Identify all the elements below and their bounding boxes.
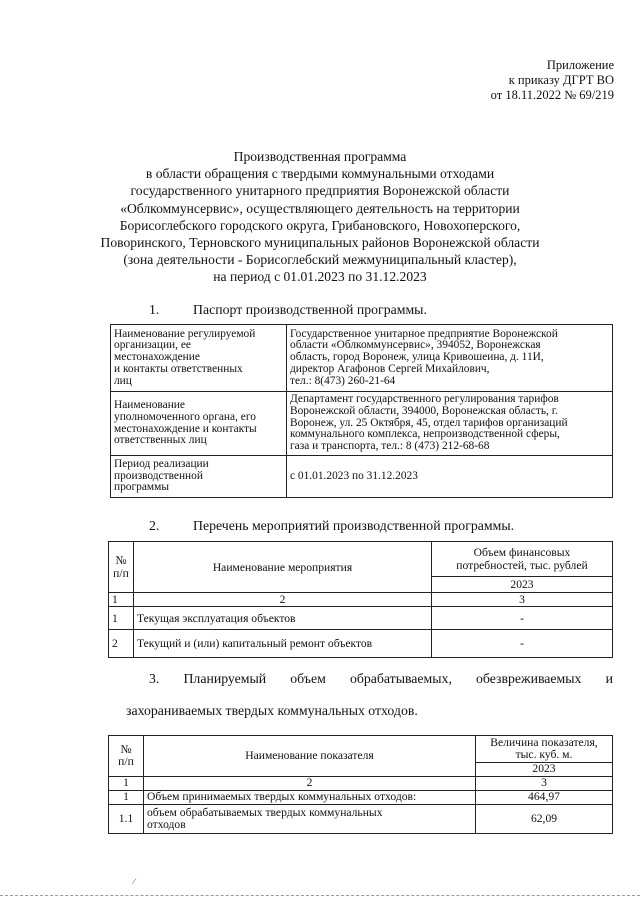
table-cell-value [287, 392, 613, 456]
heading-word: обезвреживаемых [476, 671, 582, 686]
header-cell-value [432, 542, 613, 577]
title-line: Производственная программа [233, 149, 407, 164]
cell-line: программы [114, 481, 169, 494]
index-cell: 2 [144, 777, 476, 791]
appendix-line: Приложение [546, 58, 614, 72]
section-number: 3. [149, 671, 160, 686]
passport-table [110, 324, 613, 498]
table-row [111, 456, 613, 498]
header-cell-name: Наименование показателя [144, 736, 476, 777]
section-2-heading [149, 518, 514, 534]
waste-volume-table [108, 735, 613, 834]
header-cell-value [476, 736, 613, 763]
row-number: 1 [109, 791, 144, 805]
table-index-row [109, 777, 613, 791]
cell-line: организации, ее [114, 339, 191, 352]
table-row [111, 325, 613, 392]
document-title [0, 148, 640, 286]
cell-line: Государственное унитарное предприятие Воронежской [290, 327, 558, 340]
section-number: 1. [149, 302, 160, 317]
row-value: - [432, 630, 613, 658]
row-name: Текущий и (или) капитальный ремонт объектов [134, 630, 432, 658]
table-row [109, 791, 613, 805]
cell-line: п/п [118, 755, 134, 768]
title-line: «Облкоммунсервис», осуществляющего деятельность на территории [120, 200, 520, 216]
cell-line: уполномоченного органа, его [114, 410, 256, 423]
appendix-line: от 18.11.2022 № 69/219 [490, 88, 614, 102]
table-header-row [109, 542, 613, 577]
table-index-row [109, 593, 613, 607]
appendix-block [491, 58, 614, 103]
cell-line: Наименование регулируемой [114, 327, 256, 340]
title-line: государственного унитарного предприятия Воронежской области [130, 183, 510, 199]
cell-line: Величина показателя, [490, 735, 598, 749]
row-name: Текущая эксплуатация объектов [134, 607, 432, 630]
section-3-heading-continued: захораниваемых твердых коммунальных отходов. [126, 703, 418, 718]
cell-line: область, город Воронеж, улица Кривошеина, д. 11И, [290, 351, 544, 364]
cell-line: Воронеж, ул. 25 Октября, 45, отдел тарифов организаций [290, 416, 568, 429]
title-line: Поворинского, Терновского муниципальных районов Воронежской области [100, 235, 540, 251]
cell-line: производственной [114, 469, 203, 482]
row-value: 464,97 [476, 791, 613, 805]
table-row [111, 392, 613, 456]
row-number: 1 [109, 607, 134, 630]
cell-line: отходов [147, 818, 186, 831]
cell-line: № [120, 742, 132, 756]
row-name [144, 805, 476, 834]
title-line: Борисоглебского городского округа, Грибановского, Новохоперского, [119, 217, 521, 233]
index-cell: 2 [134, 593, 432, 607]
cell-line: директор Агафонов Сергей Михайлович, [290, 362, 490, 375]
cell-line: газа и транспорта, тел.: 8 (473) 212-68-68 [290, 440, 490, 453]
table-row [109, 607, 613, 630]
measures-table [108, 541, 613, 658]
cell-line: тел.: 8(473) 260-21-64 [290, 374, 396, 387]
section-3-heading [149, 671, 613, 687]
scan-mark: / [131, 875, 138, 887]
header-cell-year: 2023 [432, 577, 613, 593]
header-cell-year: 2023 [476, 763, 613, 777]
table-row [109, 805, 613, 834]
cell-line: потребностей, тыс. рублей [456, 559, 588, 572]
index-cell: 1 [109, 777, 144, 791]
row-value: 62,09 [476, 805, 613, 834]
heading-word: объем [290, 671, 326, 686]
row-number: 2 [109, 630, 134, 658]
row-number: 1.1 [109, 805, 144, 834]
cell-line: № [115, 554, 127, 567]
index-cell: 3 [432, 593, 613, 607]
table-cell-value [287, 456, 613, 498]
index-cell: 1 [109, 593, 134, 607]
table-cell-label [111, 392, 287, 456]
cell-line: местонахождение и контакты [114, 422, 257, 435]
cell-line: п/п [113, 567, 129, 580]
row-name: Объем принимаемых твердых коммунальных отходов: [144, 791, 476, 805]
heading-word: Планируемый [183, 671, 267, 686]
cell-line: местонахождение [114, 351, 200, 364]
cell-line: объем обрабатываемых твердых коммунальных [147, 805, 383, 819]
table-header-row [109, 736, 613, 763]
section-1-heading [149, 302, 427, 318]
header-cell-number [109, 542, 134, 593]
table-cell-label [111, 456, 287, 498]
cell-line: Наименование [114, 398, 185, 411]
cell-line: Воронежской области, 394000, Воронежская область, г. [290, 404, 558, 417]
heading-word: и [605, 671, 613, 686]
title-line: на период с 01.01.2023 по 31.12.2023 [213, 269, 427, 285]
cell-line: области «Облкоммунсервис», 394052, Воронежская [290, 339, 541, 352]
cell-line: коммунального комплекса, непроизводственной сферы, [290, 428, 560, 441]
page-edge-divider [0, 895, 640, 896]
cell-line: тыс. куб. м. [515, 748, 573, 761]
section-title: Паспорт производственной программы. [193, 302, 427, 317]
cell-line: Объем финансовых [473, 546, 571, 559]
section-title: Перечень мероприятий производственной программы. [193, 518, 515, 533]
section-number: 2. [149, 518, 160, 533]
title-line: (зона деятельности - Борисоглебский межмуниципальный кластер), [123, 252, 517, 268]
cell-line: Департамент государственного регулирования тарифов [290, 393, 559, 405]
index-cell: 3 [476, 777, 613, 791]
cell-line: лиц [114, 374, 132, 387]
cell-line: и контакты ответственных [114, 362, 243, 375]
row-value: - [432, 607, 613, 630]
header-cell-name: Наименование мероприятия [134, 542, 432, 593]
cell-line: с 01.01.2023 по 31.12.2023 [290, 469, 418, 482]
cell-line: ответственных лиц [114, 434, 207, 447]
heading-word: обрабатываемых, [349, 671, 452, 686]
table-row [109, 630, 613, 658]
table-cell-value [287, 325, 613, 392]
header-cell-number [109, 736, 144, 777]
appendix-line: к приказу ДГРТ ВО [508, 73, 614, 87]
table-cell-label [111, 325, 287, 392]
cell-line: Период реализации [114, 457, 209, 470]
title-line: в области обращения с твердыми коммунальными отходами [145, 166, 495, 182]
